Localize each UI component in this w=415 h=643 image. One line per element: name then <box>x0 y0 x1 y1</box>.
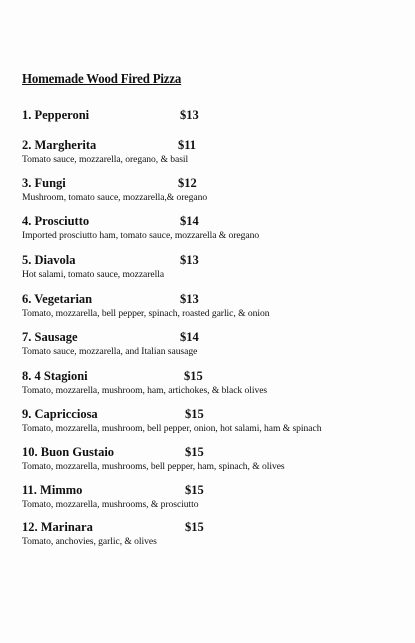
item-price: $15 <box>185 407 204 421</box>
menu-item <box>22 369 402 407</box>
menu-item <box>22 138 402 176</box>
menu-item <box>22 330 402 369</box>
item-description: Hot salami, tomato sauce, mozzarella <box>22 269 165 280</box>
menu-item <box>22 253 402 292</box>
item-price: $14 <box>180 214 199 228</box>
item-description: Tomato, mozzarella, bell pepper, spinach, roasted garlic, & onion <box>22 308 270 319</box>
item-name: 11. Mimmo <box>22 483 83 497</box>
item-name: 9. Capricciosa <box>22 407 98 421</box>
item-description: Tomato sauce, mozzarella, oregano, & basil <box>22 154 189 165</box>
item-price: $14 <box>180 330 199 344</box>
item-name: 6. Vegetarian <box>22 292 93 306</box>
menu-item <box>22 108 402 138</box>
menu-item <box>22 483 402 520</box>
item-price: $15 <box>185 445 204 459</box>
item-name: 1. Pepperoni <box>22 108 90 122</box>
item-description: Tomato, mozzarella, mushrooms, bell pepper, ham, spinach, & olives <box>22 461 285 472</box>
item-name: 10. Buon Gustaio <box>22 445 115 459</box>
menu-item <box>22 407 402 445</box>
menu-item <box>22 176 402 214</box>
item-name: 2. Margherita <box>22 138 97 152</box>
item-name: 8. 4 Stagioni <box>22 369 88 383</box>
item-name: 7. Sausage <box>22 330 78 344</box>
menu-title: Homemade Wood Fired Pizza <box>22 72 182 87</box>
item-price: $15 <box>184 369 203 383</box>
item-price: $12 <box>178 176 197 190</box>
item-price: $15 <box>185 483 204 497</box>
item-name: 4. Prosciutto <box>22 214 90 228</box>
item-price: $11 <box>178 138 197 152</box>
item-description: Imported prosciutto ham, tomato sauce, mozzarella & oregano <box>22 230 260 241</box>
item-price: $13 <box>180 108 199 122</box>
menu-item <box>22 445 402 483</box>
item-name: 12. Marinara <box>22 520 93 534</box>
item-name: 3. Fungi <box>22 176 66 190</box>
item-description: Tomato, mozzarella, mushroom, bell pepper, onion, hot salami, ham & spinach <box>22 423 322 434</box>
item-description: Tomato, mozzarella, mushrooms, & prosciutto <box>22 499 199 510</box>
item-price: $13 <box>180 253 199 267</box>
item-description: Mushroom, tomato sauce, mozzarella,& oregano <box>22 192 208 203</box>
menu-item <box>22 520 402 550</box>
menu-list <box>22 108 402 550</box>
item-price: $15 <box>185 520 204 534</box>
menu-item <box>22 292 402 330</box>
menu-item <box>22 214 402 253</box>
item-description: Tomato, anchovies, garlic, & olives <box>22 536 157 547</box>
item-name: 5. Diavola <box>22 253 76 267</box>
item-description: Tomato sauce, mozzarella, and Italian sausage <box>22 346 198 357</box>
item-description: Tomato, mozzarella, mushroom, ham, artichokes, & black olives <box>22 385 268 396</box>
item-price: $13 <box>180 292 199 306</box>
